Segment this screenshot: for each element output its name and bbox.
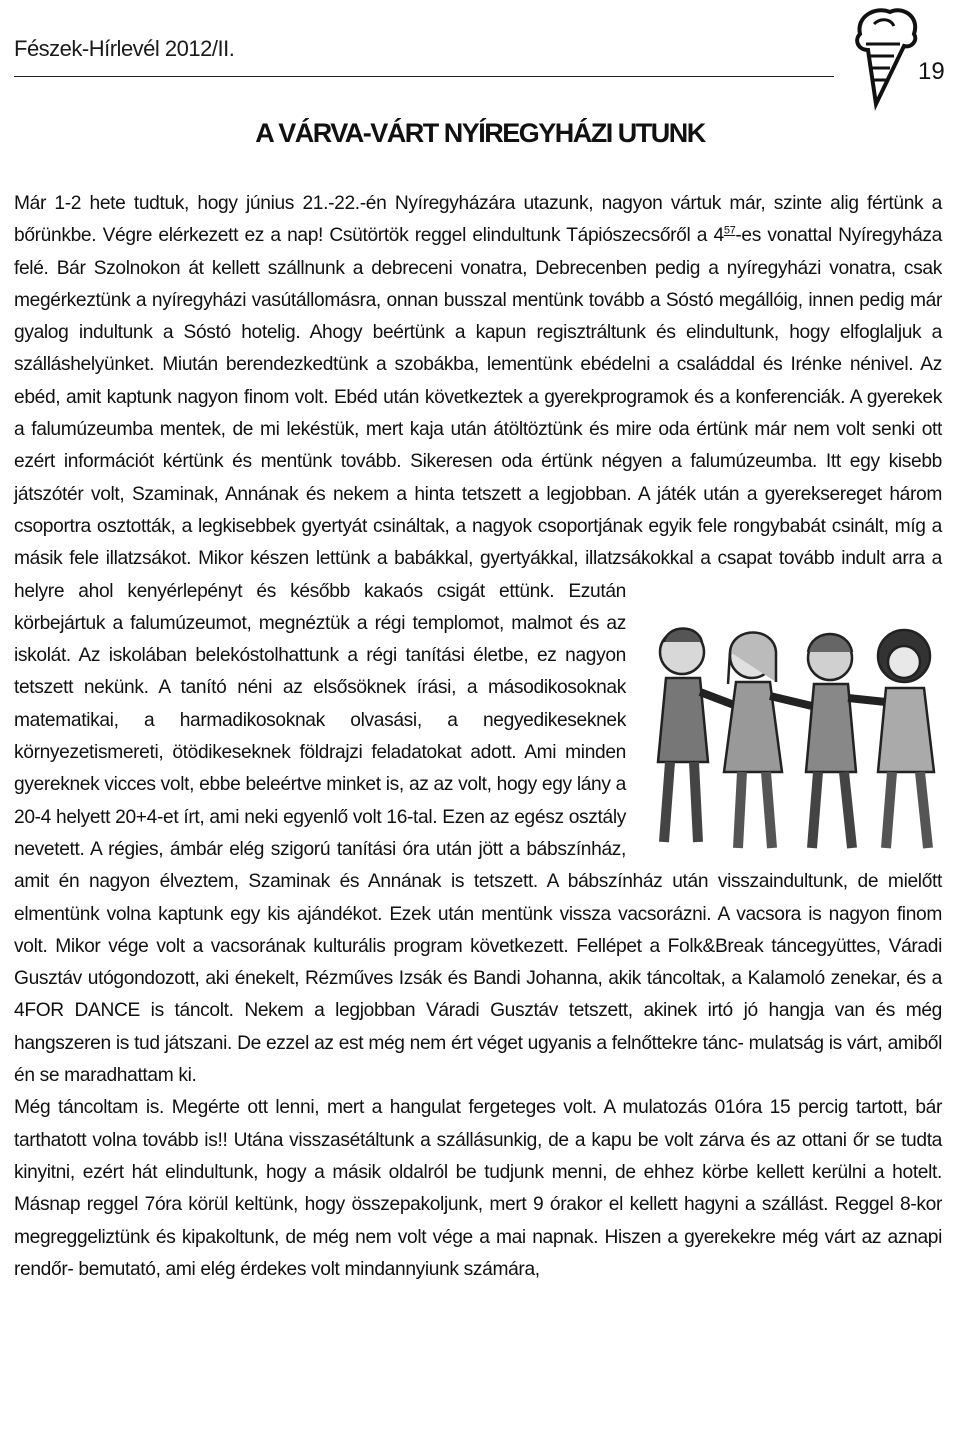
paragraph-2: Még táncoltam is. Megérte ott lenni, mert a hangulat fergeteges volt. A mulatozás 01óra 15 percig tartott, bár tarthatott volna tovább is!! Utána visszasétáltunk a szállásunkig, de a kapu be volt zárva és az ottani őr se tudta kinyitni, ezért hát elindultunk, hogy a másik oldalról be tudjunk menni, de ehhez körbe kellett kerülni a hotelt. Másnap reggel 7óra körül keltünk, hogy összepakoljunk, mert 9 órakor el kellett hagyni a szállást. Reggel 8-kor megreggeliztünk és kipakoltunk, de még nem volt vége a mai napnak. Hiszen a gyerekekre még várt az aznapi rendőr- bemutató, ami elég érdekes volt mindannyiunk számára, [14, 1097, 942, 1280]
ice-cream-logo-icon [846, 4, 926, 114]
page-number: 19 [918, 58, 945, 85]
train-time-superscript: 57 [723, 224, 736, 237]
dancing-kids-illustration [642, 612, 942, 860]
intro-text: Már 1-2 hete tudtuk, hogy június 21.-22.-én Nyíregyházára utazunk, nagyon vártuk már, szinte alig fértünk a bőrünkbe. Végre elérkezett ez a nap! Csütörtök reggel elindultunk Tápiószecsőről a 4 [14, 193, 942, 247]
paragraph-1-text: -es vonattal Nyíregyháza felé. Bár Szolnokon át kellett szállnunk a debreceni vonatra, Debrecenben pedig a nyíregyházi vonatra, csak megérkeztünk a nyíregyházi vasútállomásra, onnan busszal mentünk tovább a Sóstó megállóig, innen pedig már gyalog indultunk a Sóstó hotelig. Ahogy beértünk a kapun regisztráltunk és elindultunk, hogy elfoglaljuk a szálláshelyünket. Miután berendezkedtünk a szobákba, lementünk ebédelni a családdal és Irénke nénivel. Az ebéd, amit kaptunk nagyon finom volt. Ebéd után következtek a gyerekprogramok és a konferenciák. A gyerekek a falumúzeumba mentek, de mi lekéstük, mert kaja után átöltöztünk és mire oda értünk már nem volt senki ott ezért információt kértünk és mentünk tovább. Sikeresen oda értünk négyen a falumúzeumba. Itt egy kisebb játszótér volt, Szaminak, Annának és nekem a hinta tetszett a legjobban. A játék után a gyereksereget három csoportra osztották, a legkisebbek gyertyát csináltak, a nagyok csoportjának egyik fele rongybabát csinált, míg a másik fele illatzsákot. Mikor készen lettünk a babákkal, gyertyákkal, illatzsákokkal a csapat tovább indult arra a helyre ahol kenyérlepényt és később kakaós csigát ettünk. Ezután körbejártuk a falumúzeumot, megnéztük a régi templomot, malmot és az iskolát. Az iskolában belekóstolhattunk a régi tanítási életbe, ez nagyon tetszett nekünk. A tanító néni az elsősöknek írási, a másodikosoknak matematikai, a harmadikosoknak olvasási, a negyedikeseknek környezetismereti, ötödikeseknek földrajzi feladatokat adott. Ami minden gyereknek vicces volt, ebbe beleértve minket is, az az volt, hogy egy lány a 20-4 helyett 20+4-et írt, ami neki egyenlő volt 16-tal. Ezen az egész osztály nevetett. A régies, ámbár elég szigorú tanítási óra után jött a bábszínház, amit én nagyon élveztem, Szaminak és Annának is tetszett. A bábszínház után visszaindultunk, de mielőtt elmentünk volna kaptunk egy kis ajándékot. Ezek után mentünk vissza vacsorázni. A vacsora is nagyon finom volt. Mikor vége volt a vacsorának kulturális program következett. Fellépet a Folk&Break táncegyüttes, Váradi Gusztáv utógondozott, aki énekelt, Rézműves Izsák és Bandi Johanna, akik táncoltak, a Kalamoló zenekar, és a 4FOR DANCE is táncolt. Nekem a legjobban Váradi Gusztáv tetszett, akinek irtó jó hangja van és még hangszeren is tud játszani. De ezzel az est még nem ért véget ugyanis a felnőttekre tánc- mulatság is várt, amiből én se maradhattam ki. [14, 225, 942, 1087]
article-title: A VÁRVA-VÁRT NYÍREGYHÁZI UTUNK [255, 118, 705, 148]
newsletter-title: Fészek-Hírlevél 2012/II. [14, 36, 235, 61]
header-divider [14, 76, 834, 77]
article-body [14, 188, 942, 1286]
